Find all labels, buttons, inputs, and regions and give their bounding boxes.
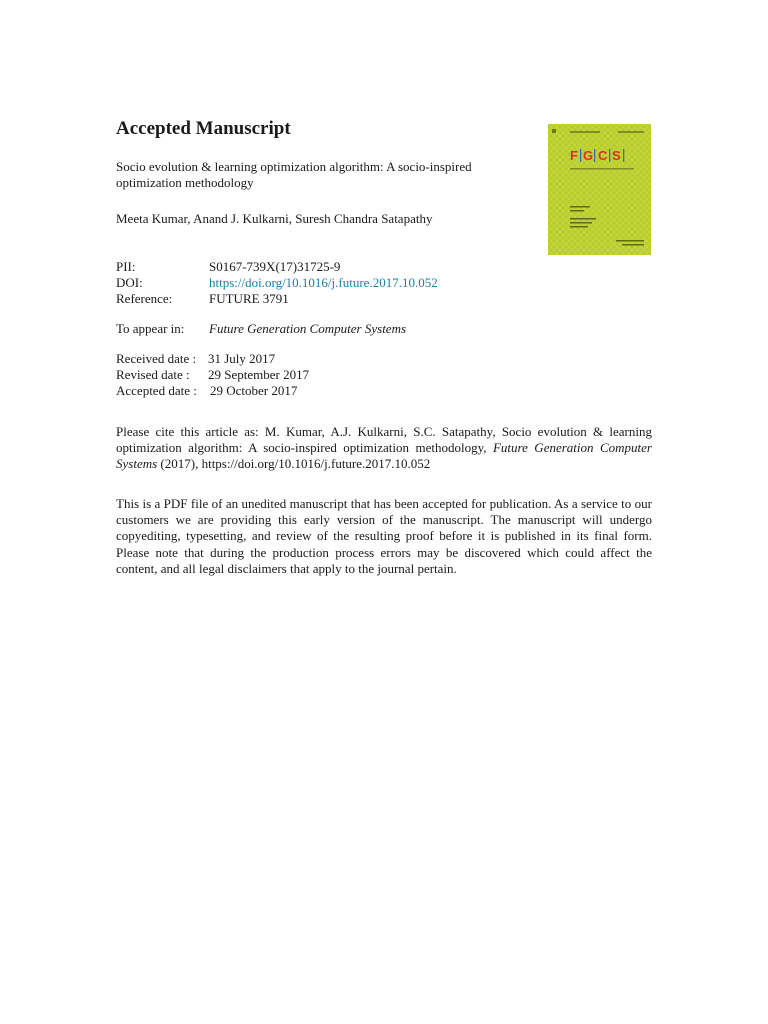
received-label: Received date : xyxy=(116,351,197,366)
revised-label: Revised date : xyxy=(116,367,190,382)
svg-text:G: G xyxy=(583,148,594,163)
accepted-value: 29 October 2017 xyxy=(210,383,298,398)
citation-paragraph xyxy=(116,424,652,473)
received-value: 31 July 2017 xyxy=(208,351,276,366)
manuscript-notice: This is a PDF file of an unedited manuscript that has been accepted for publication. As a service to our customers we are providing this early version of the manuscript. The manuscript will undergo copyediting, typesetting, and review of the resulting proof before it is published in its final form. Please note that during the production process errors may be discovered which could affect the content, and all legal disclaimers that apply to the journal pertain. xyxy=(116,496,652,576)
doi-row xyxy=(116,275,438,291)
journal-cover-graphic xyxy=(548,124,651,255)
citation-journal: Future Generation Computer Systems xyxy=(116,440,652,472)
svg-text:S: S xyxy=(612,148,621,163)
pii-row xyxy=(116,259,340,275)
article-title: Socio evolution & learning optimization algorithm: A socio-inspired optimization methodology xyxy=(116,159,472,190)
reference-value: FUTURE 3791 xyxy=(209,291,289,306)
page-title: Accepted Manuscript xyxy=(116,118,291,139)
author-list: Meeta Kumar, Anand J. Kulkarni, Suresh Chandra Satapathy xyxy=(116,211,433,226)
svg-text:F: F xyxy=(570,148,578,163)
revised-row xyxy=(116,367,309,383)
accepted-row xyxy=(116,383,297,399)
accepted-label: Accepted date : xyxy=(116,383,197,398)
received-row xyxy=(116,351,275,367)
doi-link[interactable]: https://doi.org/10.1016/j.future.2017.10.052 xyxy=(209,275,438,290)
appear-row xyxy=(116,321,406,337)
citation-prefix: Please cite this article as: M. Kumar, A.J. Kulkarni, S.C. Satapathy, Socio evolution & learning optimization algorithm: A socio-inspired optimization methodology, xyxy=(116,424,652,456)
appear-label: To appear in: xyxy=(116,321,185,336)
citation-suffix: (2017), https://doi.org/10.1016/j.future.2017.10.052 xyxy=(157,456,431,472)
journal-name: Future Generation Computer Systems xyxy=(209,321,407,336)
svg-text:C: C xyxy=(598,148,608,163)
revised-value: 29 September 2017 xyxy=(208,367,310,382)
pii-label: PII: xyxy=(116,259,136,274)
reference-row xyxy=(116,291,289,307)
pii-value: S0167-739X(17)31725-9 xyxy=(209,259,341,274)
doi-label: DOI: xyxy=(116,275,143,290)
journal-cover-image xyxy=(548,124,651,255)
reference-label: Reference: xyxy=(116,291,173,306)
